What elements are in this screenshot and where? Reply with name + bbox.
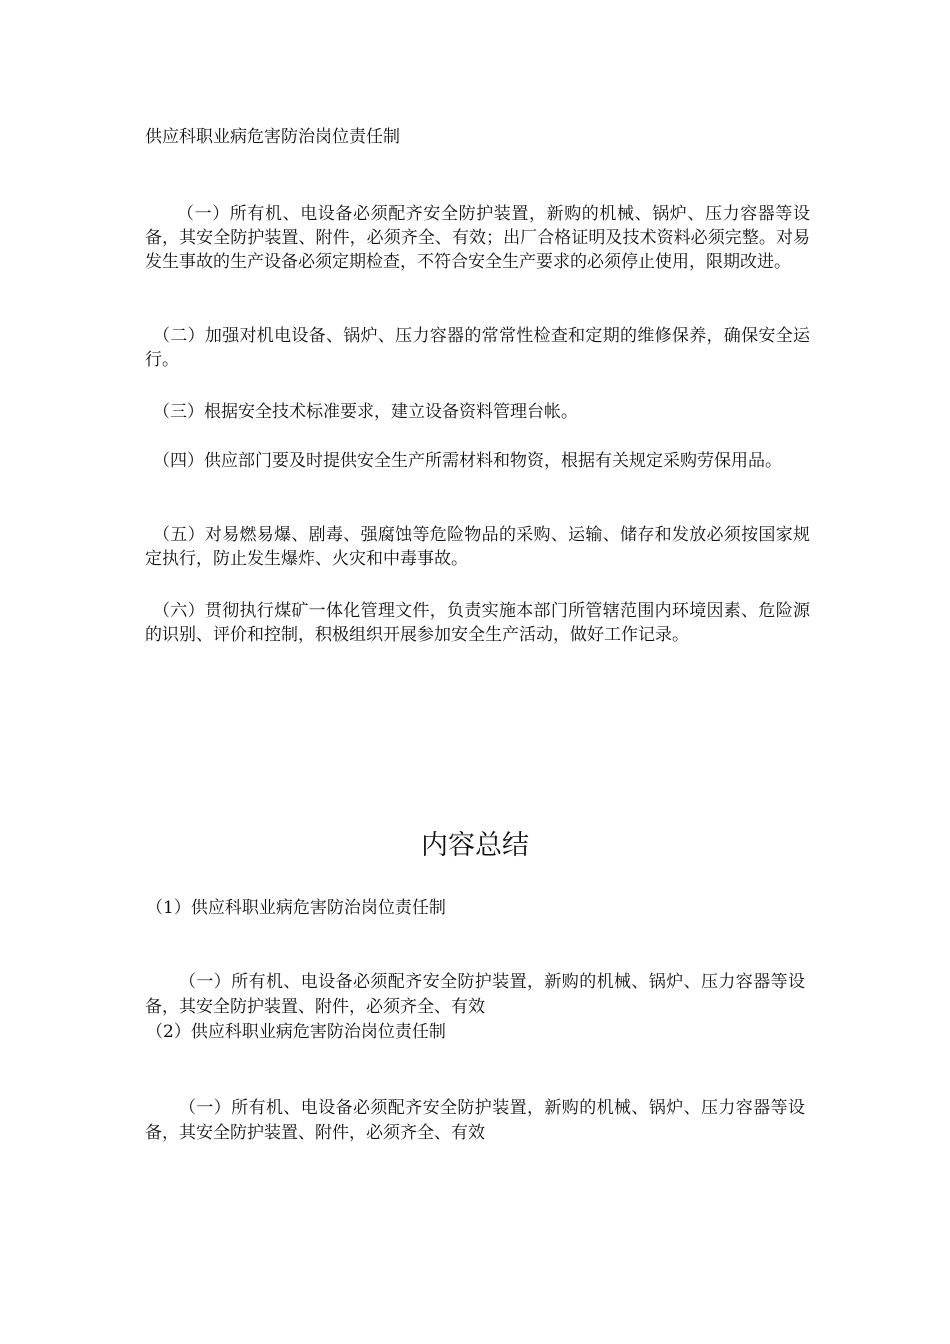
summary-item-2-title: （2）供应科职业病危害防治岗位责任制 (146, 1022, 446, 1042)
summary-item-1-text: （一）所有机、电设备必须配齐安全防护装置，新购的机械、锅炉、压力容器等设备，其安全防护装置、附件，必须齐全、有效 (145, 972, 805, 1017)
paragraph-5: （五）对易燃易爆、剧毒、强腐蚀等危险物品的采购、运输、储存和发放必须按国家规定执行，防止发生爆炸、火灾和中毒事故。 (145, 525, 810, 569)
document-title: 供应科职业病危害防治岗位责任制 (145, 127, 400, 147)
summary-item-1-title: （1）供应科职业病危害防治岗位责任制 (146, 898, 446, 918)
paragraph-6: （六）贯彻执行煤矿一体化管理文件，负责实施本部门所管辖范围内环境因素、危险源的识别、评价和控制，积极组织开展参加安全生产活动，做好工作记录。 (145, 601, 810, 645)
paragraph-4: （四）供应部门要及时提供安全生产所需材料和物资，根据有关规定采购劳保用品。 (153, 451, 782, 471)
summary-heading: 内容总结 (421, 830, 529, 861)
paragraph-3: （三）根据安全技术标准要求，建立设备资料管理台帐。 (153, 402, 578, 422)
summary-item-2-text: （一）所有机、电设备必须配齐安全防护装置，新购的机械、锅炉、压力容器等设备，其安全防护装置、附件，必须齐全、有效 (145, 1098, 805, 1143)
paragraph-1: （一）所有机、电设备必须配齐安全防护装置，新购的机械、锅炉、压力容器等设备，其安全防护装置、附件，必须齐全、有效；出厂合格证明及技术资料必须完整。对易发生事故的生产设备必须定期检查，不符合安全生产要求的必须停止使用，限期改进。 (145, 204, 810, 272)
paragraph-2: （二）加强对机电设备、锅炉、压力容器的常常性检查和定期的维修保养，确保安全运行。 (145, 326, 810, 370)
